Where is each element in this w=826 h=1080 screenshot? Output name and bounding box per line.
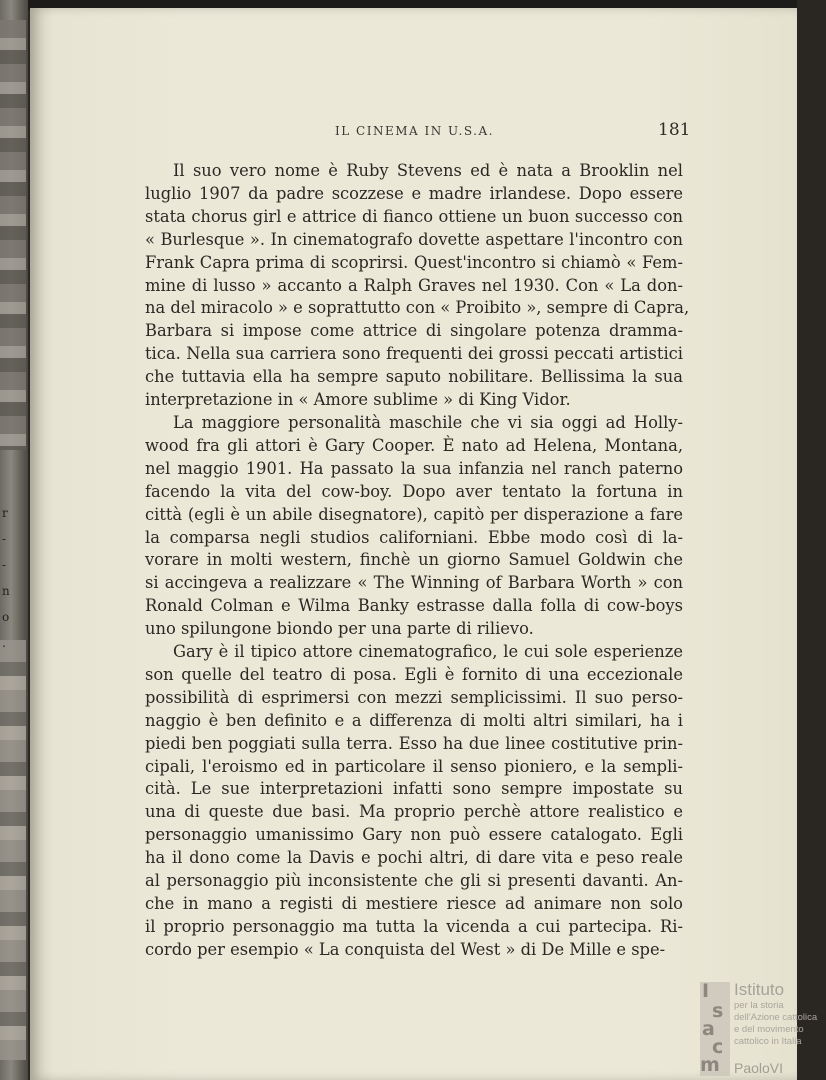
running-head: IL CINEMA IN U.S.A. [335,124,494,138]
text-line: « Burlesque ». In cinematografo dovette aspettare l'incontro con [145,229,683,249]
text-line: una di queste due basi. Ma proprio perchè attore realistico e [145,802,683,822]
watermark-subtitle-line: e del movimento [734,1024,804,1035]
text-line: nel maggio 1901. Ha passato la sua infanzia nel ranch paterno [145,458,683,478]
text-line: mine di lusso » accanto a Ralph Graves nel 1930. Con « La don- [145,275,683,295]
text-line: tica. Nella sua carriera sono frequenti dei grossi peccati artistici [145,344,683,364]
text-line: il proprio personaggio ma tutta la vicenda a cui partecipa. Ri- [145,916,683,936]
institute-watermark [696,980,826,1080]
text-line: na del miracolo » e soprattutto con « Proibito », sempre di Capra, [145,298,690,318]
text-line: che in mano a registi di mestiere riesce ad animare non solo [145,894,683,913]
book-page [30,8,818,1080]
text-line: cipali, l'eroismo ed in particolare il senso pioniero, e la sempli- [145,756,683,776]
text-line: Barbara si impose come attrice di singolare potenza dramma- [145,321,683,341]
margin-mark: - [2,558,7,572]
text-line: luglio 1907 da padre scozzese e madre irlandese. Dopo essere [145,183,683,203]
text-line: che tuttavia ella ha sempre saputo nobilitare. Bellissima la sua [145,367,683,387]
text-line: wood fra gli attori è Gary Cooper. È nato ad Helena, Montana, [145,435,683,455]
watermark-subtitle [734,1000,826,1048]
facing-page-photo-lower [0,640,26,1060]
watermark-title: Istituto [734,980,785,999]
text-line: personaggio umanissimo Gary non può essere catalogato. Egli [145,825,683,845]
text-line: cordo per esempio « La conquista del West » di De Mille e spe- [145,939,666,959]
text-line: Ronald Colman e Wilma Banky estrasse dalla folla di cow-boys [145,596,683,616]
page-number: 181 [658,120,691,140]
logo-letter: m [700,1054,720,1076]
text-line: stata chorus girl e attrice di fianco ottiene un buon successo con [145,206,683,226]
text-line: città (egli è un abile disegnatore), capitò per disperazione a fare [145,504,683,524]
facing-page-photo [0,20,26,450]
logo-letter: c [712,1036,724,1058]
logo-letter: I [702,980,710,1002]
margin-mark: n [2,584,10,598]
watermark-subtitle-line: dell'Azione cattolica [734,1012,818,1023]
text-line: possibilità di esprimersi con mezzi semplicissimi. Il suo perso- [145,687,683,707]
logo-letter: a [702,1018,715,1040]
text-line: Il suo vero nome è Ruby Stevens ed è nata a Brooklin nel [173,161,683,180]
text-line: al personaggio più inconsistente che gli si presenti davanti. An- [145,871,683,891]
watermark-subtitle-line: cattolico in Italia [734,1036,802,1047]
text-line: cità. Le sue interpretazioni infatti sono sempre impostate su [145,779,683,799]
margin-mark: o [2,610,10,624]
text-line: facendo la vita del cow-boy. Dopo aver tentato la fortuna in [145,481,683,501]
watermark-name: PaoloVI [734,1060,784,1076]
text-line: vorare in molti western, finchè un giorno Samuel Goldwin che [145,550,683,570]
text-line: si accingeva a realizzare « The Winning of Barbara Worth » con [145,573,683,593]
facing-page-text-fragments [2,500,16,656]
body-text [145,160,690,962]
watermark-subtitle-line: per la storia [734,1000,784,1011]
text-line: naggio è ben definito e a differenza di molti altri similari, ha i [145,710,683,730]
text-line: La maggiore personalità maschile che vi sia oggi ad Holly- [173,412,683,432]
text-line: interpretazione in « Amore sublime » di King Vidor. [145,390,571,410]
text-line: Frank Capra prima di scoprirsi. Quest'incontro si chiamò « Fem- [145,252,683,272]
text-line: piedi ben poggiati sulla terra. Esso ha due linee costitutive prin- [145,733,683,753]
margin-mark: r [2,506,8,520]
margin-mark: . [2,636,6,650]
margin-mark: - [2,532,7,546]
text-line: ha il dono come la Davis e pochi altri, di dare vita e peso reale [145,848,683,868]
logo-letter: s [712,1000,724,1022]
text-line: uno spilungone biondo per una parte di rilievo. [145,619,534,639]
text-line: Gary è il tipico attore cinematografico, le cui sole esperienze [173,642,683,662]
text-line: son quelle del teatro di posa. Egli è fornito di una eccezionale [145,664,683,684]
text-line: la comparsa negli studios californiani. Ebbe modo così di la- [145,527,683,547]
